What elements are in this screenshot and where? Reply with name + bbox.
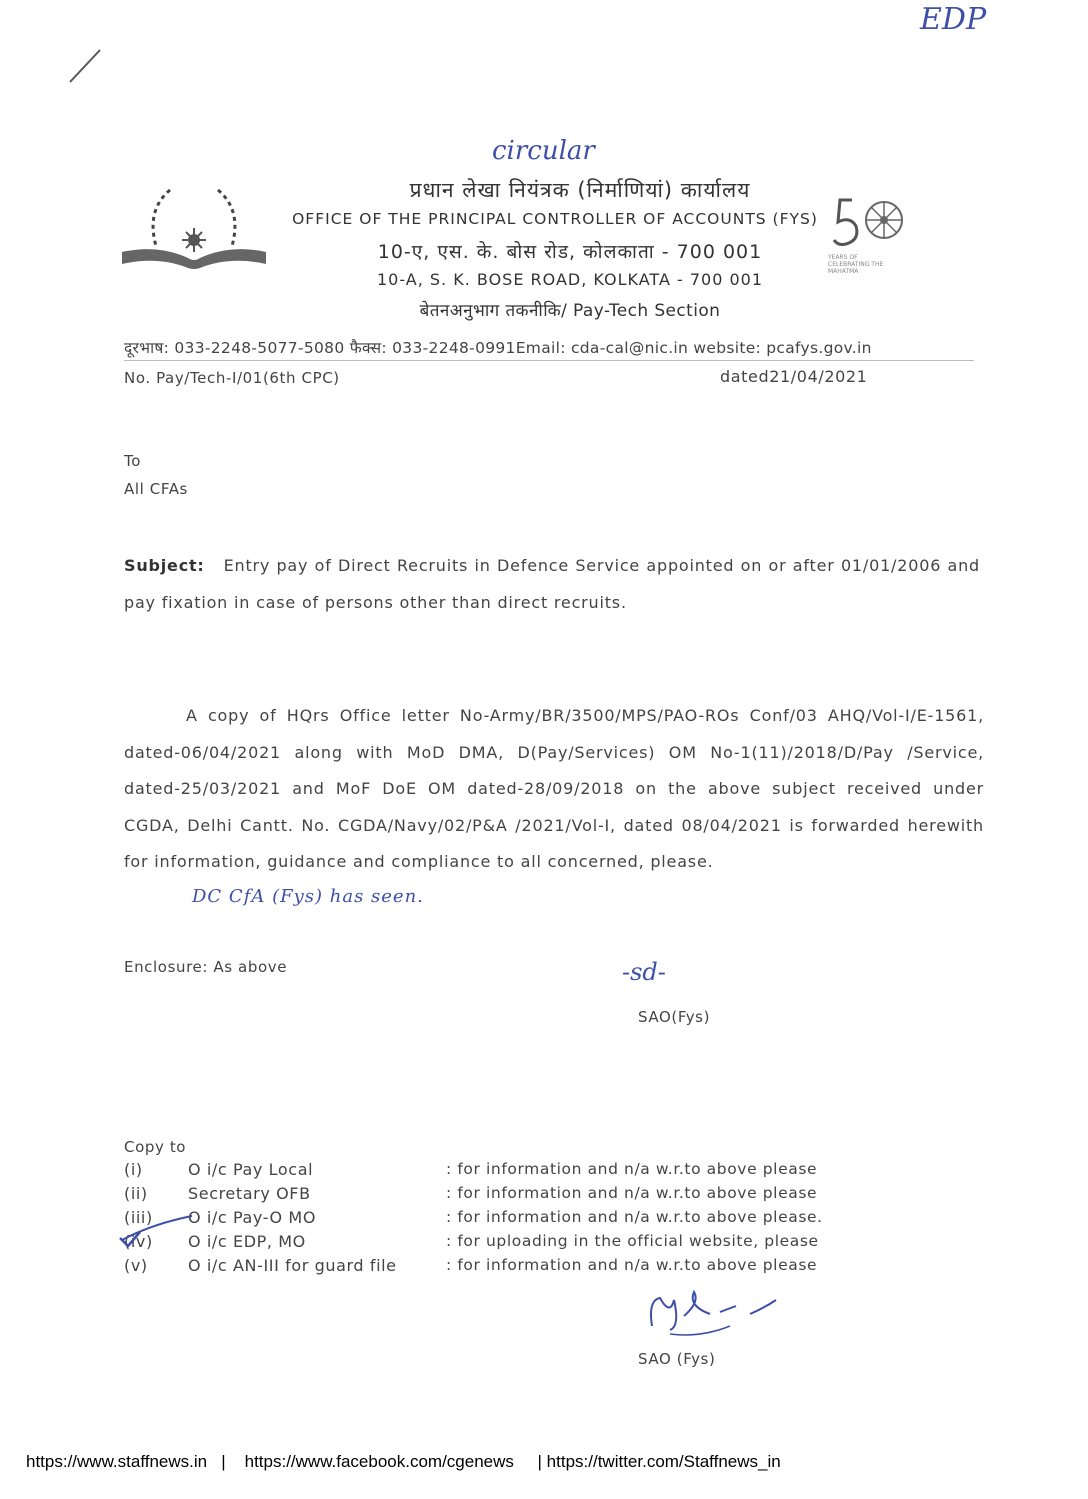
copy-to-recipient: O i/c Pay-O MO <box>188 1208 317 1227</box>
office-name-english: OFFICE OF THE PRINCIPAL CONTROLLER OF ACCOUNTS (FYS) <box>292 210 818 228</box>
signatory-designation-2: SAO (Fys) <box>638 1350 716 1368</box>
section-name: बेतनअनुभाग तकनीकि/ Pay-Tech Section <box>419 301 721 321</box>
copy-to-num: (iv) <box>124 1232 153 1251</box>
edp-handwritten-note: EDP <box>920 2 987 37</box>
subject-block <box>124 548 980 621</box>
copy-to-purpose: : for information and n/a w.r.to above please <box>446 1256 818 1274</box>
copy-to-recipient: O i/c Pay Local <box>188 1160 314 1179</box>
copy-to-recipient: Secretary OFB <box>188 1184 311 1203</box>
copy-to-heading: Copy to <box>124 1138 187 1156</box>
remark-handwritten: DC CfA (Fys) has seen. <box>192 886 424 907</box>
addressee: All CFAs <box>124 480 188 498</box>
contact-line: दूरभाष: 033-2248-5077-5080 फैक्स: 033-2248-0991Email: cda-cal@nic.in website: pcafys.gov.in <box>124 339 872 357</box>
copy-to-purpose: : for information and n/a w.r.to above please <box>446 1184 818 1202</box>
copy-to-num: (i) <box>124 1160 143 1179</box>
subject-label: Subject: <box>124 556 205 575</box>
circular-handwritten-note: circular <box>492 136 595 166</box>
copy-to-recipient: O i/c EDP, MO <box>188 1232 306 1251</box>
office-name-hindi: प्रधान लेखा नियंत्रक (निर्माणियां) कार्यालय <box>409 178 751 202</box>
subject-text: Entry pay of Direct Recruits in Defence Service appointed on or after 01/01/2006 and pay fixation in case of persons other than direct recruits. <box>124 556 980 612</box>
handwritten-tick-mark <box>112 1210 196 1250</box>
reference-number: No. Pay/Tech-I/01(6th CPC) <box>124 369 340 387</box>
signatory-designation: SAO(Fys) <box>638 1008 711 1026</box>
gandhi-150-logo <box>826 196 912 256</box>
body-paragraph: A copy of HQrs Office letter No-Army/BR/3500/MPS/PAO-ROs Conf/03 AHQ/Vol-I/E-1561, dated-06/04/2021 along with MoD DMA, D(Pay/Services) OM No-1(11)/2018/D/Pay /Service, dated-25/03/2021 and MoF DoE OM dated-28/09/2018 on the above subject received under CGDA, Delhi Cantt. No. CGDA/Navy/02/P&A /2021/Vol-I, dated 08/04/2021 is forwarded herewith for information, guidance and compliance to all concerned, please. <box>124 706 984 871</box>
copy-to-num: (iii) <box>124 1208 153 1227</box>
header-divider <box>124 360 974 361</box>
address-hindi: 10-ए, एस. के. बोस रोड, कोलकाता - 700 001 <box>377 241 763 263</box>
footer-links <box>26 1452 781 1472</box>
signature-sd: -sd- <box>622 958 666 986</box>
to-label: To <box>124 452 141 470</box>
letter-date: dated21/04/2021 <box>720 367 868 386</box>
footer-separator: | <box>221 1452 226 1471</box>
footer-link-staffnews[interactable]: https://www.staffnews.in <box>26 1452 208 1471</box>
copy-to-purpose: : for uploading in the official website, please <box>446 1232 819 1250</box>
footer-link-twitter[interactable]: | https://twitter.com/Staffnews_in <box>537 1452 781 1471</box>
handwritten-signature <box>640 1286 790 1346</box>
copy-to-num: (v) <box>124 1256 148 1275</box>
copy-to-recipient: O i/c AN-III for guard file <box>188 1256 397 1275</box>
copy-to-num: (ii) <box>124 1184 148 1203</box>
address-english: 10-A, S. K. BOSE ROAD, KOLKATA - 700 001 <box>376 270 764 289</box>
enclosure-note: Enclosure: As above <box>124 958 288 976</box>
pen-stroke-mark <box>60 40 110 90</box>
gandhi-logo-caption: YEARS OF CELEBRATING THE MAHATMA <box>828 254 884 275</box>
office-emblem-icon <box>118 180 270 270</box>
footer-link-facebook[interactable]: https://www.facebook.com/cgenews <box>244 1452 514 1471</box>
copy-to-purpose: : for information and n/a w.r.to above please <box>446 1160 818 1178</box>
copy-to-purpose: : for information and n/a w.r.to above please. <box>446 1208 823 1226</box>
